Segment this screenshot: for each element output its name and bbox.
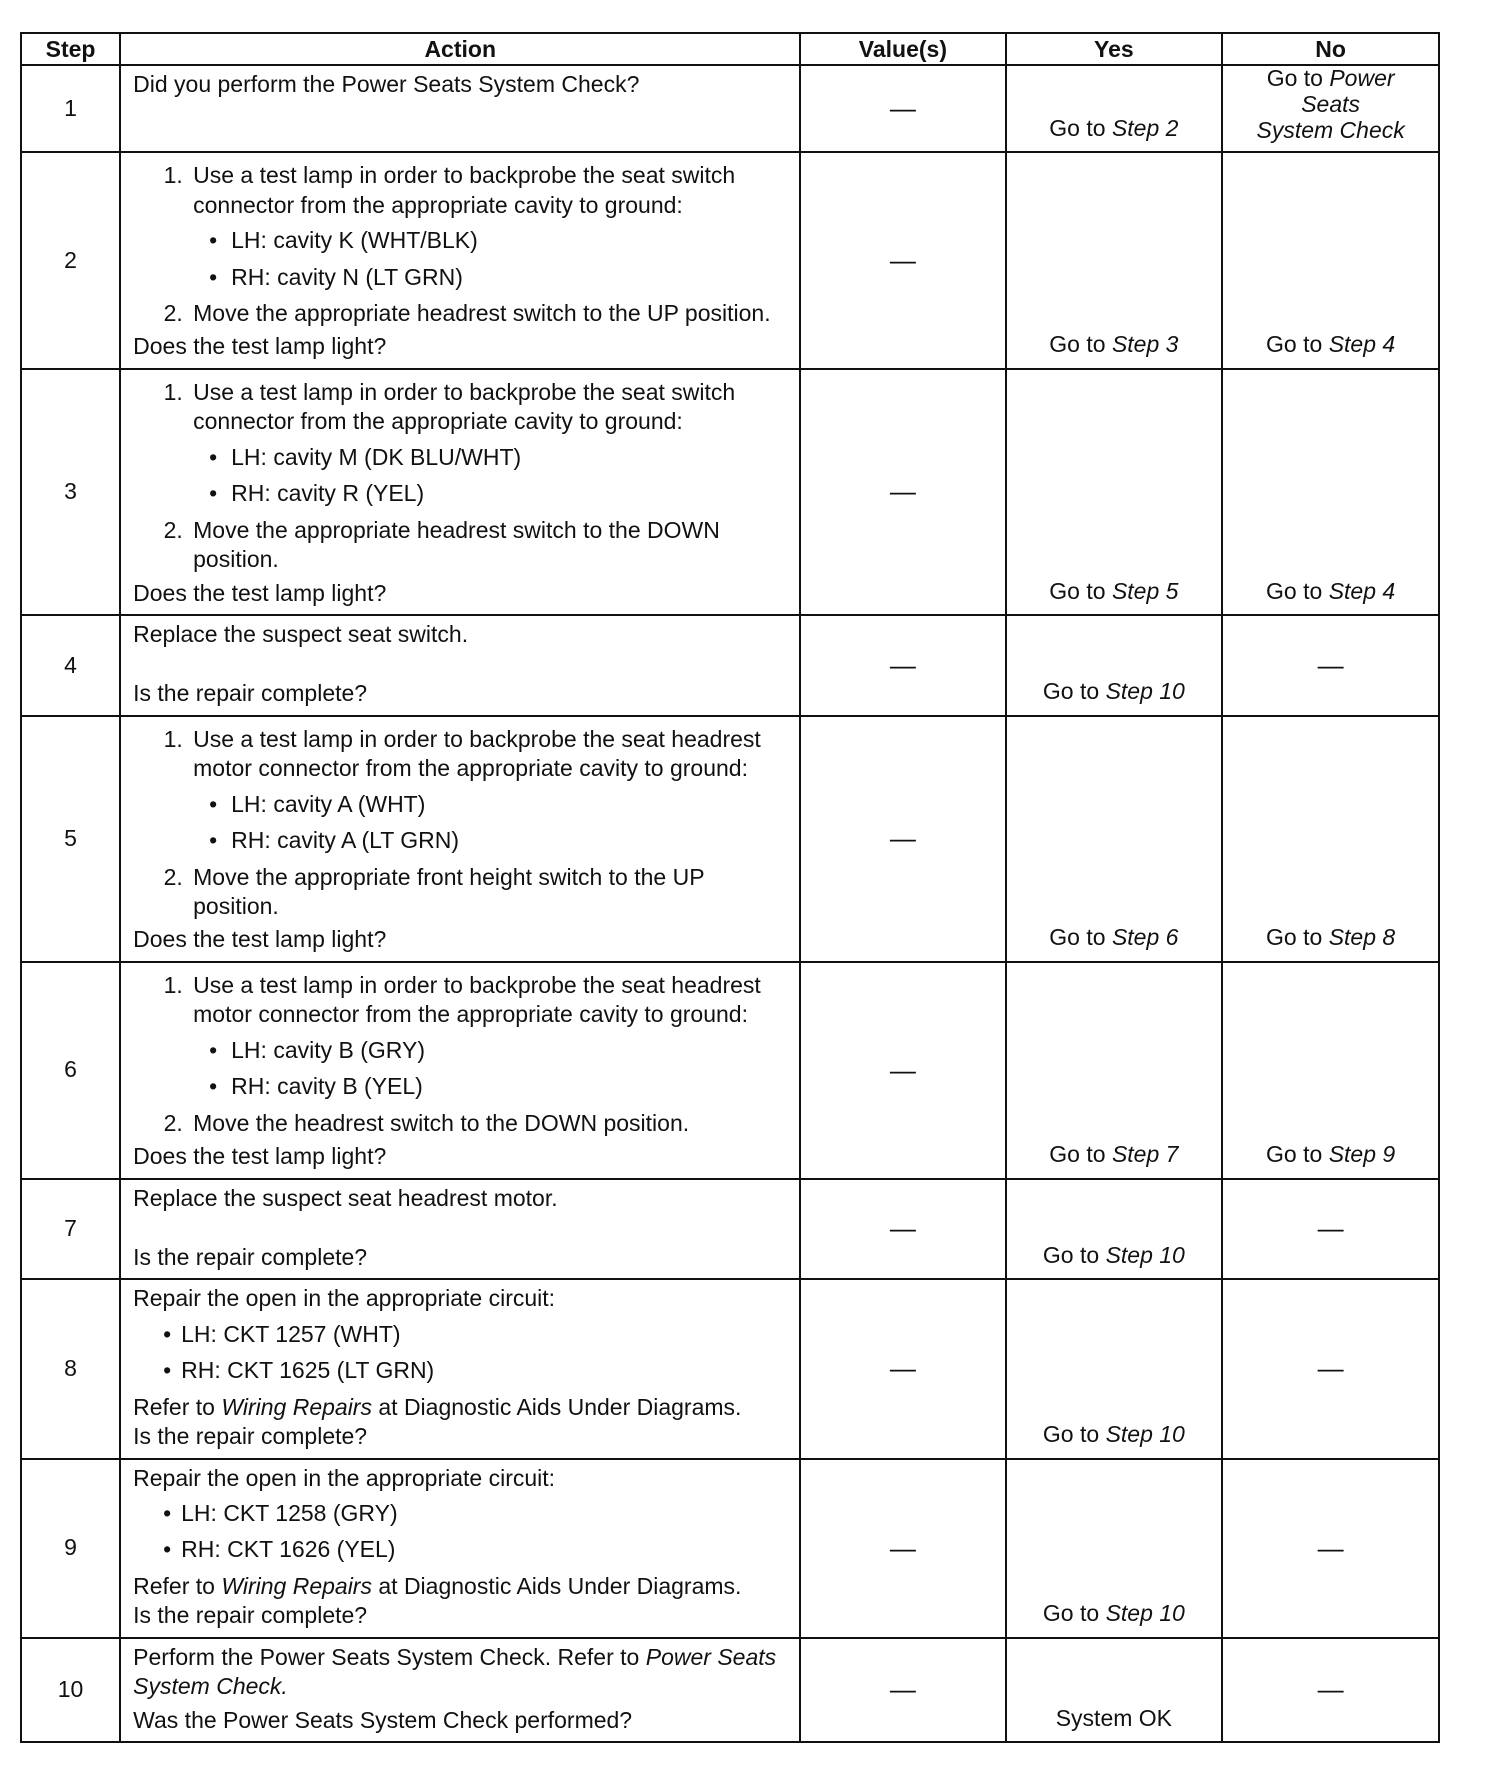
yes-cell — [1006, 65, 1223, 152]
step-number: 9 — [21, 1459, 120, 1638]
yes-step-link[interactable]: Step 5 — [1111, 577, 1179, 604]
action-cell — [120, 1179, 800, 1280]
no-link-seats[interactable]: Seats — [1301, 90, 1361, 117]
action-text: Replace the suspect seat headrest motor. — [133, 1184, 558, 1211]
bullet-list — [133, 1320, 789, 1386]
no-cell: — — [1222, 1638, 1439, 1742]
action-steps-list — [133, 971, 789, 1138]
list-item: 2. Move the appropriate front height switch to the UP position. — [189, 863, 789, 922]
action-cell — [120, 65, 800, 152]
bullet-item: • LH: cavity K (WHT/BLK) — [227, 226, 789, 255]
power-seats-check-link[interactable]: Power Seats System Check. — [133, 1643, 777, 1700]
no-link-power[interactable]: Power — [1329, 65, 1395, 91]
list-item: 2. Move the appropriate headrest switch to the UP position. — [189, 299, 789, 328]
step-number: 8 — [21, 1279, 120, 1458]
diagnostic-table — [20, 32, 1440, 1743]
yes-step-link[interactable]: Step 10 — [1105, 1241, 1185, 1268]
step-number: 10 — [21, 1638, 120, 1742]
no-cell: — — [1222, 1279, 1439, 1458]
wiring-repairs-link[interactable]: Wiring Repairs — [221, 1572, 372, 1599]
action-text: Repair the open in the appropriate circuit: — [133, 1285, 556, 1312]
step-number: 2 — [21, 152, 120, 369]
bullet-item: • LH: CKT 1258 (GRY) — [181, 1499, 789, 1528]
step-number: 3 — [21, 369, 120, 615]
action-cell — [120, 615, 800, 716]
table-row-step-5 — [21, 716, 1439, 962]
value-cell: — — [800, 1459, 1005, 1638]
header-action: Action — [120, 33, 800, 65]
yes-cell: Go to Step 10 — [1006, 615, 1223, 716]
table-row-step-7 — [21, 1179, 1439, 1280]
value-cell: — — [800, 369, 1005, 615]
header-step: Step — [21, 33, 120, 65]
yes-cell: Go to Step 10 — [1006, 1179, 1223, 1280]
header-values: Value(s) — [800, 33, 1005, 65]
bullet-item: • RH: CKT 1625 (LT GRN) — [181, 1356, 789, 1385]
step-number: 1 — [21, 65, 120, 152]
value-cell: — — [800, 152, 1005, 369]
refer-text: Refer to Wiring Repairs at Diagnostic Aids Under Diagrams. — [133, 1572, 742, 1599]
list-item: 2. Move the appropriate headrest switch to the DOWN position. — [189, 516, 789, 575]
action-cell — [120, 1638, 800, 1742]
diagnostic-table-sheet — [20, 32, 1440, 1743]
action-cell — [120, 152, 800, 369]
no-cell: Go to Step 8 — [1222, 716, 1439, 962]
no-link-system-check[interactable]: System Check — [1256, 116, 1405, 143]
yes-step-link[interactable]: Step 10 — [1105, 1600, 1185, 1627]
bullet-list — [193, 443, 789, 509]
yes-cell: Go to Step 7 — [1006, 962, 1223, 1179]
yes-step-link[interactable]: Step 2 — [1111, 114, 1179, 141]
question-text: Was the Power Seats System Check performed? — [133, 1706, 633, 1733]
yes-step-link[interactable]: Step 6 — [1111, 924, 1179, 951]
header-no: No — [1222, 33, 1439, 65]
action-cell — [120, 1279, 800, 1458]
question-text: Is the repair complete? — [133, 1243, 368, 1270]
no-cell: Go to Step 4 — [1222, 152, 1439, 369]
yes-cell: Go to Step 10 — [1006, 1279, 1223, 1458]
step-number: 5 — [21, 716, 120, 962]
no-cell: — — [1222, 1459, 1439, 1638]
question-text: Does the test lamp light? — [133, 333, 387, 360]
value-cell: — — [800, 716, 1005, 962]
action-cell — [120, 962, 800, 1179]
question-text: Is the repair complete? — [133, 680, 368, 707]
bullet-list — [193, 1036, 789, 1102]
bullet-item: • RH: cavity A (LT GRN) — [227, 826, 789, 855]
value-cell: — — [800, 65, 1005, 152]
bullet-list — [133, 1499, 789, 1565]
yes-cell: Go to Step 6 — [1006, 716, 1223, 962]
yes-step-link[interactable]: Step 10 — [1105, 678, 1185, 705]
list-item: 1. Use a test lamp in order to backprobe the seat switch connector from the appropriate cavity to ground: • LH: cavity K (WHT/BLK) • RH: cavity N (LT GRN) — [189, 161, 789, 292]
action-cell — [120, 1459, 800, 1638]
question-text: Does the test lamp light? — [133, 579, 387, 606]
no-cell: — — [1222, 1179, 1439, 1280]
goto-label: Go to — [1266, 65, 1323, 91]
no-step-link[interactable]: Step 4 — [1328, 331, 1396, 358]
question-text: Does the test lamp light? — [133, 1143, 387, 1170]
action-cell — [120, 716, 800, 962]
header-row — [21, 33, 1439, 65]
bullet-item: • LH: cavity B (GRY) — [227, 1036, 789, 1065]
list-item: 1. Use a test lamp in order to backprobe the seat headrest motor connector from the appropriate cavity to ground: • LH: cavity A (WHT) • RH: cavity A (LT GRN) — [189, 725, 789, 856]
action-steps-list — [133, 161, 789, 328]
no-cell: Go to Step 9 — [1222, 962, 1439, 1179]
question-text: Is the repair complete? — [133, 1423, 368, 1450]
action-text: Did you perform the Power Seats System Check? — [133, 71, 640, 97]
value-cell: — — [800, 1179, 1005, 1280]
yes-cell: System OK — [1006, 1638, 1223, 1742]
no-step-link[interactable]: Step 9 — [1328, 1141, 1396, 1168]
table-row-step-8 — [21, 1279, 1439, 1458]
table-row-step-2 — [21, 152, 1439, 369]
bullet-item: • LH: CKT 1257 (WHT) — [181, 1320, 789, 1349]
value-cell: — — [800, 962, 1005, 1179]
yes-cell: Go to Step 5 — [1006, 369, 1223, 615]
value-cell: — — [800, 1638, 1005, 1742]
goto-label: Go to — [1049, 114, 1106, 141]
table-row-step-4 — [21, 615, 1439, 716]
no-cell: — — [1222, 615, 1439, 716]
list-item: 1. Use a test lamp in order to backprobe the seat headrest motor connector from the appropriate cavity to ground: • LH: cavity B (GRY) • RH: cavity B (YEL) — [189, 971, 789, 1102]
bullet-list — [193, 226, 789, 292]
action-cell — [120, 369, 800, 615]
bullet-item: • RH: cavity N (LT GRN) — [227, 263, 789, 292]
bullet-item: • RH: cavity R (YEL) — [227, 479, 789, 508]
action-text: Replace the suspect seat switch. — [133, 620, 469, 647]
question-text: Does the test lamp light? — [133, 926, 387, 953]
no-step-link[interactable]: Step 8 — [1328, 924, 1396, 951]
action-text: Perform the Power Seats System Check. Refer to Power Seats System Check. — [133, 1643, 777, 1700]
bullet-item: • RH: CKT 1626 (YEL) — [181, 1535, 789, 1564]
yes-step-link[interactable]: Step 7 — [1111, 1141, 1179, 1168]
step-number: 7 — [21, 1179, 120, 1280]
question-text: Is the repair complete? — [133, 1602, 368, 1629]
table-row-step-9 — [21, 1459, 1439, 1638]
table-row-step-10 — [21, 1638, 1439, 1742]
bullet-item: • RH: cavity B (YEL) — [227, 1072, 789, 1101]
no-step-link[interactable]: Step 4 — [1328, 577, 1396, 604]
yes-cell: Go to Step 10 — [1006, 1459, 1223, 1638]
header-yes: Yes — [1006, 33, 1223, 65]
yes-step-link[interactable]: Step 3 — [1111, 331, 1179, 358]
bullet-item: • LH: cavity A (WHT) — [227, 790, 789, 819]
table-row-step-6 — [21, 962, 1439, 1179]
list-item: 1. Use a test lamp in order to backprobe the seat switch connector from the appropriate cavity to ground: • LH: cavity M (DK BLU/WHT) • RH: cavity R (YEL) — [189, 378, 789, 509]
table-row-step-3 — [21, 369, 1439, 615]
no-cell — [1222, 65, 1439, 152]
yes-step-link[interactable]: Step 10 — [1105, 1421, 1185, 1448]
bullet-item: • LH: cavity M (DK BLU/WHT) — [227, 443, 789, 472]
action-steps-list — [133, 725, 789, 922]
value-cell: — — [800, 615, 1005, 716]
action-text: Repair the open in the appropriate circuit: — [133, 1464, 556, 1491]
wiring-repairs-link[interactable]: Wiring Repairs — [221, 1393, 372, 1420]
value-cell: — — [800, 1279, 1005, 1458]
list-item: 2. Move the headrest switch to the DOWN position. — [189, 1109, 789, 1138]
step-number: 4 — [21, 615, 120, 716]
action-steps-list — [133, 378, 789, 575]
table-row-step-1 — [21, 65, 1439, 152]
no-cell: Go to Step 4 — [1222, 369, 1439, 615]
step-number: 6 — [21, 962, 120, 1179]
yes-cell: Go to Step 3 — [1006, 152, 1223, 369]
bullet-list — [193, 790, 789, 856]
refer-text: Refer to Wiring Repairs at Diagnostic Aids Under Diagrams. — [133, 1393, 742, 1420]
